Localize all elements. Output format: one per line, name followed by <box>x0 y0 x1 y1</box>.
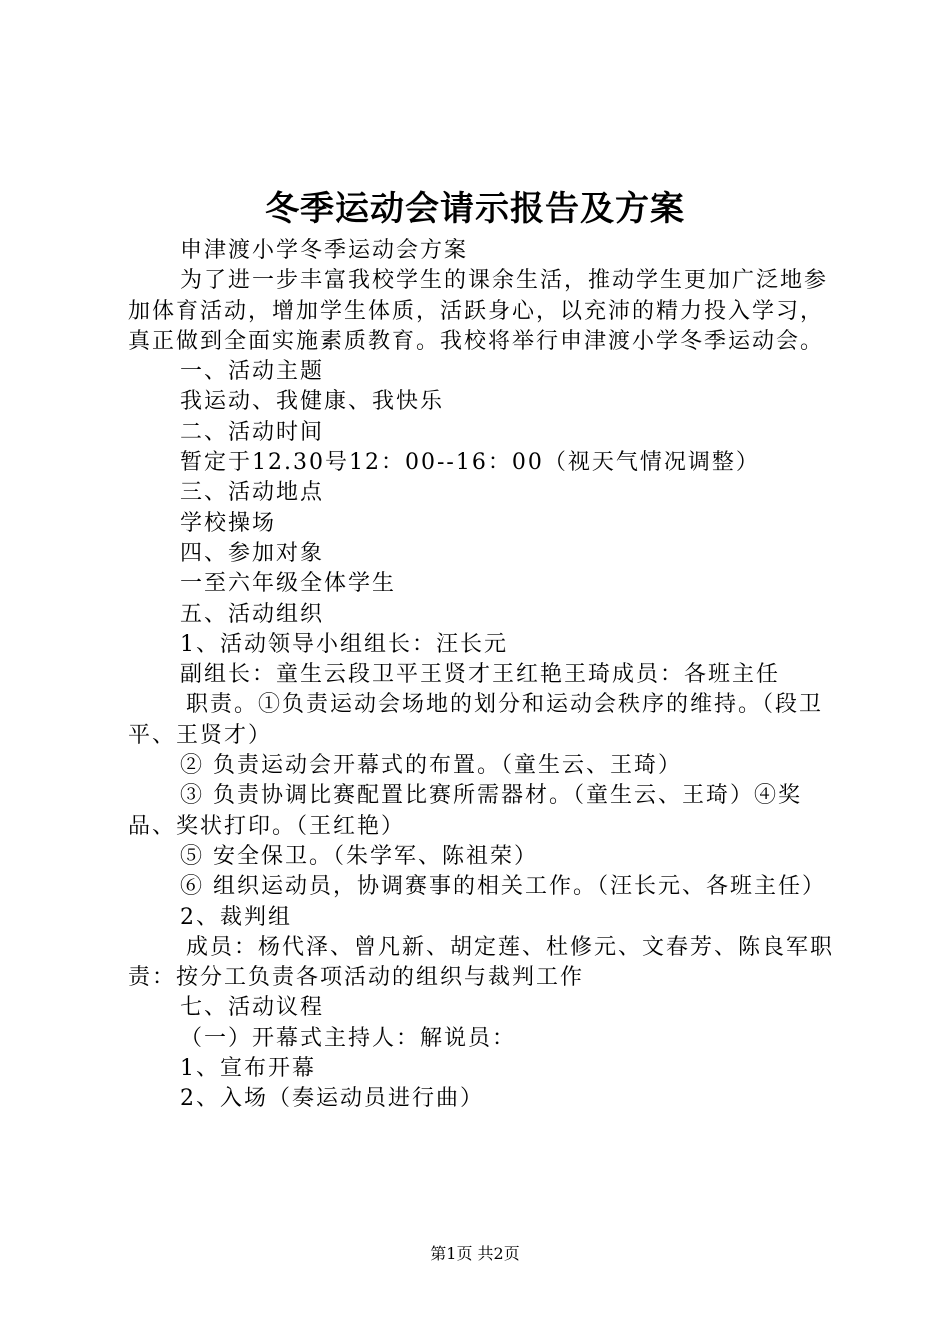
paragraph: ⑥ 组织运动员，协调赛事的相关工作。（汪长元、各班主任） <box>180 874 826 900</box>
paragraph: 二、活动时间 <box>180 419 325 445</box>
paragraph: 1、宣布开幕 <box>180 1056 316 1082</box>
paragraph: 1、活动领导小组组长：汪长元 <box>180 631 508 657</box>
paragraph: 成员：杨代泽、曾凡新、胡定莲、杜修元、文春芳、陈良军职责：按分工负责各项活动的组织与裁判工作 <box>128 934 835 991</box>
paragraph: 副组长：童生云段卫平王贤才王红艳王琦成员：各班主任 <box>180 662 781 688</box>
paragraph: 职责。①负责运动会场地的划分和运动会秩序的维持。（段卫平、王贤才） <box>128 692 824 748</box>
paragraph: ② 负责运动会开幕式的布置。（童生云、王琦） <box>180 753 682 779</box>
paragraph: 一、活动主题 <box>180 359 325 385</box>
paragraph: 2、入场（奏运动员进行曲） <box>180 1086 484 1112</box>
document-body <box>128 236 836 1115</box>
paragraph: ⑤ 安全保卫。（朱学军、陈祖荣） <box>180 843 538 869</box>
paragraph: 申津渡小学冬季运动会方案 <box>180 238 469 263</box>
paragraph: 五、活动组织 <box>180 601 325 627</box>
paragraph: ③ 负责协调比赛配置比赛所需器材。（童生云、王琦）④奖品、奖状打印。（王红艳） <box>128 783 802 839</box>
paragraph: 三、活动地点 <box>180 480 325 506</box>
paragraph: 七、活动议程 <box>180 995 325 1021</box>
paragraph: （一）开幕式主持人：解说员： <box>180 1025 517 1051</box>
paragraph: 一至六年级全体学生 <box>180 571 397 597</box>
paragraph: 学校操场 <box>180 510 277 536</box>
page-footer: 第1页 共2页 <box>430 1244 520 1263</box>
paragraph: 暂定于12.30号12：00--16：00（视天气情况调整） <box>180 450 760 476</box>
paragraph: 四、参加对象 <box>180 540 325 566</box>
paragraph: 2、裁判组 <box>180 904 292 930</box>
paragraph: 我运动、我健康、我快乐 <box>180 389 445 415</box>
document-title: 冬季运动会请示报告及方案 <box>265 189 685 229</box>
paragraph: 为了进一步丰富我校学生的课余生活，推动学生更加广泛地参加体育活动，增加学生体质，活跃身心，以充沛的精力投入学习，真正做到全面实施素质教育。我校将举行申津渡小学冬季运动会。 <box>128 268 829 354</box>
